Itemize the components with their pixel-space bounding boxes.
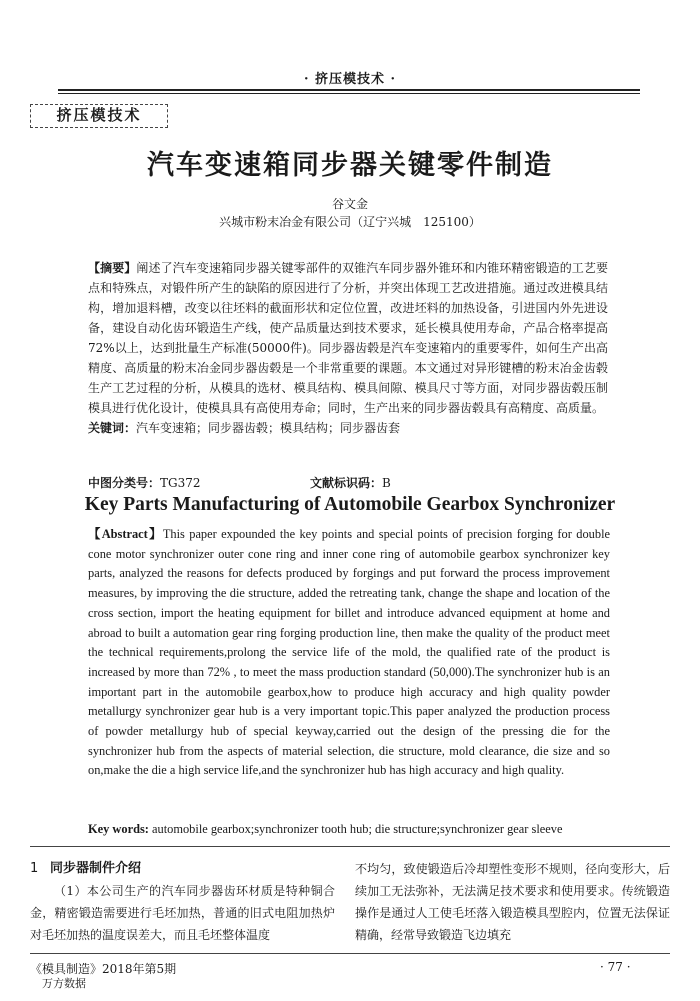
doc-code bbox=[310, 474, 391, 491]
keywords-label-en: Key words: bbox=[88, 822, 149, 836]
keywords-label-cn: 关键词： bbox=[88, 421, 137, 435]
section-number: 1 bbox=[30, 861, 39, 876]
header-rule-thick bbox=[58, 89, 640, 91]
classification-row bbox=[88, 474, 608, 491]
body-column-right: 不均匀，致使锻造后冷却塑性变形不规则，径向变形大，后续加工无法弥补，无法满足技术要求和使用要求。传统锻造操作是通过人工使毛坯落入锻造模具型腔内，位置无法保证精确，经常导致锻造飞边填充 bbox=[355, 862, 670, 942]
keywords-text-en: automobile gearbox;synchronizer tooth hub; die structure;synchronizer gear sleeve bbox=[148, 822, 563, 836]
abstract-en bbox=[88, 525, 610, 781]
keywords-en bbox=[88, 822, 610, 837]
abstract-text-cn: 阐述了汽车变速箱同步器关键零部件的双锥汽车同步器外锥环和内锥环精密锻造的工艺要点和特殊点，对锻件所产生的缺陷的原因进行了分析，并突出体现工艺改进措施。通过改进模具结构，增加退料槽，改变以往坯料的截面形状和定位位置，改进坯料的加热设备，引进国内外先进设备，建设自动化齿环锻造生产线，使产品质量达到技术要求，延长模具使用寿命，产品合格率提高72%以上，达到批量生产标准(50000件)。同步器齿毂是汽车变速箱内的重要零件，如何生产出高精度、高质量的粉末冶金同步器齿毂是一个非常重要的课题。本文通过对异形键槽的粉末冶金齿毂生产工艺过程的分析，从模具的选材、模具结构、模具间隙、模具尺寸等方面，对同步器齿毂压制模具进行优化设计，使模具具有高使用寿命；同时，生产出来的同步器齿毂具有高精度、高质量。 bbox=[88, 261, 608, 415]
abstract-divider bbox=[30, 846, 670, 847]
article-title-en: Key Parts Manufacturing of Automobile Gearbox Synchronizer bbox=[84, 494, 616, 515]
page-number: · 77 · bbox=[600, 960, 631, 974]
section-title: 同步器制件介绍 bbox=[50, 861, 142, 876]
abstract-cn bbox=[88, 258, 608, 438]
article-title-cn: 汽车变速箱同步器关键零件制造 bbox=[147, 150, 553, 181]
clc-label: 中图分类号： bbox=[88, 476, 161, 490]
author-name: 谷文金 bbox=[331, 197, 368, 211]
database-watermark: 万方数据 bbox=[42, 977, 86, 990]
abstract-label-cn: 【摘要】 bbox=[88, 261, 137, 275]
body-column-left bbox=[30, 858, 335, 946]
header-rule-thin bbox=[58, 93, 640, 94]
body-paragraph-left: （1）本公司生产的汽车同步器齿环材质是特种铜合金，精密锻造需要进行毛坯加热，普通的旧式电阻加热炉对毛坯加热的温度误差大，而且毛坯整体温度 bbox=[30, 884, 335, 942]
keywords-text-cn: 汽车变速箱；同步器齿毂；模具结构；同步器齿套 bbox=[136, 421, 401, 435]
journal-citation: 《模具制造》2018年第5期 bbox=[30, 962, 177, 976]
keywords-cn bbox=[88, 418, 608, 438]
author-affiliation: 兴城市粉末冶金有限公司（辽宁兴城 125100） bbox=[219, 215, 481, 229]
section-header: · 挤压模技术 · bbox=[303, 72, 397, 87]
doc-code-value: B bbox=[382, 476, 391, 490]
abstract-label-en: 【Abstract】 bbox=[88, 527, 163, 541]
abstract-text-en: This paper expounded the key points and special points of precision forging for double cone motor synchronizer outer cone ring and inner cone ring of automobile gearbox synchronizer key parts, analyzed the reasons for defects produced by forgings and put forward the process improvement measures, by improving the die structure, added the retreating tank, change the shape and location of the cross section, import the heating equipment for billet and introduce advanced equipment at home and abroad to built a automation gear ring forging production line, then make the quality of the product meet the technical requirements,prolong the service life of the mold, the qualified rate of the product is increased by more than 72% , to meet the mass production standard (50,000).The synchronizer hub is an important part in the automobile gearbox,how to produce high accuracy and high quality powder metallurgy synchronizer gear hub is a very important topic.This paper analyzed the production process of powder metallurgy hub of special keyway,carried out the design of the pressing die for the synchronizer hub from the aspects of material selection, die structure, mold clearance, die size and so on,make the die a high service life,and the synchronizer hub has high accuracy and high quality. bbox=[88, 527, 611, 778]
section-heading bbox=[30, 858, 335, 880]
doc-code-label: 文献标识码： bbox=[310, 476, 383, 490]
footer-rule bbox=[30, 953, 670, 954]
clc-value: TG372 bbox=[160, 476, 201, 490]
column-label-box: 挤压模技术 bbox=[30, 104, 168, 128]
